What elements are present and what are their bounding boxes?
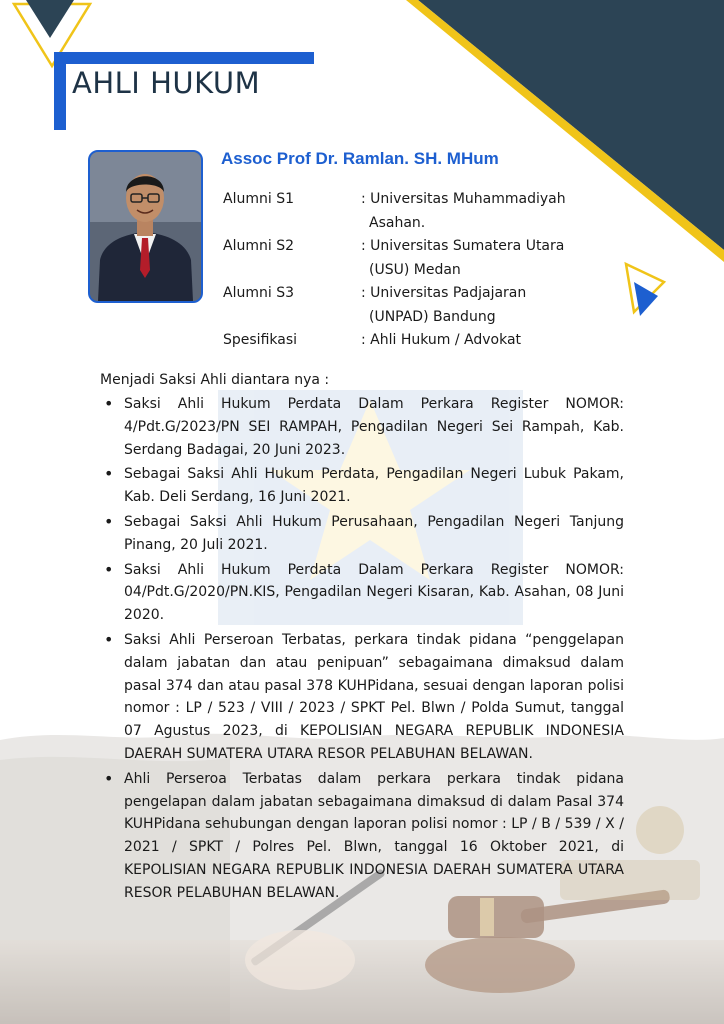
profile-info [223,188,623,353]
list-item: • Saksi Ahli Hukum Perdata Dalam Perkara Register NOMOR: 4/Pdt.G/2023/PN SEI RAMPAH, Pengadilan Negeri Sei Rampah, Kab. Serdang Badagai, 20 Juni 2023. [104,394,624,458]
list-item: • Saksi Ahli Hukum Perdata Dalam Perkara Register NOMOR: 04/Pdt.G/2020/PN.KIS, Pengadilan Negeri Kisaran, Kab. Asahan, 08 Juni 2020. [104,559,624,624]
bullet-icon: • [104,629,114,649]
bullet-icon: • [104,511,114,531]
info-row-s1 [223,188,623,235]
info-row-s3 [223,282,623,329]
info-value: : Universitas Padjajaran (UNPAD) Bandung [361,285,527,325]
experience-intro: Menjadi Saksi Ahli diantara nya : [100,372,330,388]
list-item: • Ahli Perseroa Terbatas dalam perkara perkara tindak pidana pengelapan dalam jabatan sebagaimana dimaksud di dalam Pasal 374 KUHPidana sehubungan dengan laporan polisi nomor : LP / B / 539 / X / 2021 / SPKT / Polres Pel. Blwn, tanggal 16 Oktober 2021, di KEPOLISIAN NEGARA REPUBLIK INDONESIA DAERAH SUMATERA UTARA RESOR PELABUHAN BELAWAN. [104,768,624,901]
info-row-s2 [223,235,623,282]
info-row-specialization [223,329,623,353]
profile-name: Assoc Prof Dr. Ramlan. SH. MHum [221,149,499,168]
info-label: Spesifikasi [223,332,298,348]
bullet-icon: • [104,559,114,579]
page-title: AHLI HUKUM [72,66,261,100]
bullet-icon: • [104,464,114,484]
bullet-icon: • [104,394,114,413]
header-accent-line [54,52,66,130]
info-label: Alumni S2 [223,238,294,254]
list-item: • Saksi Ahli Perseroan Terbatas, perkara tindak pidana “penggelapan dalam jabatan dan atau penipuan” sebagaimana dimaksud dalam pasal 374 dan atau pasal 378 KUHPidana, sesuai dengan laporan polisi nomor : LP / 523 / VIII / 2023 / SPKT Pel. Blwn / Polda Sumut, tanggal 07 Agustus 2023, di KEPOLISIAN NEGARA REPUBLIK INDONESIA DAERAH SUMATERA UTARA RESOR PELABUHAN BELAWAN. [104,629,624,762]
list-item: • Sebagai Saksi Ahli Hukum Perusahaan, Pengadilan Negeri Tanjung Pinang, 20 Juli 2021. [104,511,624,553]
info-value: : Universitas Sumatera Utara (USU) Medan [361,238,565,278]
info-label: Alumni S3 [223,285,294,301]
info-label: Alumni S1 [223,191,294,207]
bullet-icon: • [104,768,114,788]
experience-list [104,393,624,907]
list-item: • Sebagai Saksi Ahli Hukum Perdata, Pengadilan Negeri Lubuk Pakam, Kab. Deli Serdang, 16 Juni 2021. [104,464,624,506]
header-accent-bar [54,52,314,64]
info-value: : Ahli Hukum / Advokat [361,332,522,348]
info-value: : Universitas Muhammadiyah Asahan. [361,191,566,231]
avatar [88,150,203,303]
